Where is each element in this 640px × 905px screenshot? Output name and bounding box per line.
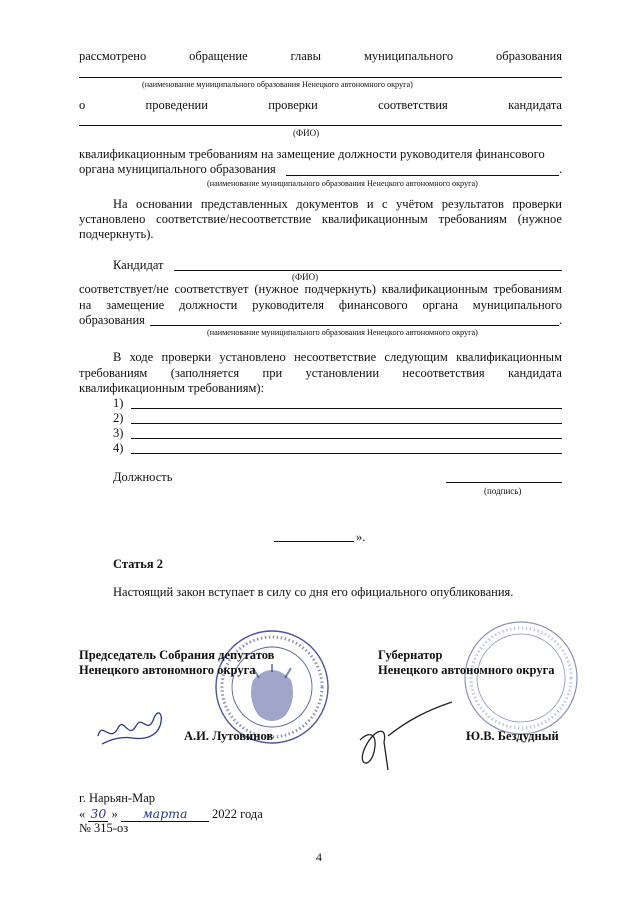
fill-line	[79, 125, 562, 126]
fill-line	[174, 270, 562, 271]
position-label: Должность	[113, 470, 173, 484]
caption-municipality: (наименование муниципального образования Ненецкого автономного округа)	[142, 80, 413, 89]
law-number: № 315-оз	[79, 821, 129, 835]
fill-line	[286, 175, 559, 176]
page-number: 4	[316, 850, 322, 864]
fill-line	[131, 438, 562, 439]
list-item: 1)	[113, 396, 124, 410]
left-signer-org: Ненецкого автономного округа	[79, 663, 256, 677]
right-signer-name: Ю.В. Бездудный	[466, 729, 559, 743]
signature-line	[446, 482, 562, 483]
left-signer-name: А.И. Лутовинов	[184, 729, 274, 743]
fill-line	[150, 325, 559, 326]
date-month: марта	[121, 806, 209, 822]
candidate-label: Кандидат	[113, 258, 164, 272]
left-signer-title: Председатель Собрания депутатов	[79, 648, 275, 662]
caption-fio: (ФИО)	[292, 272, 319, 282]
block2-line1: На основании представленных документов и с учётом результатов проверки	[113, 197, 562, 211]
block4-line1: В ходе проверки установлено несоответствие следующим квалификационным	[113, 350, 562, 364]
signature-left-scribble	[92, 700, 174, 748]
caption-municipality: (наименование муниципального образования Ненецкого автономного округа)	[207, 328, 478, 337]
fill-line	[274, 541, 354, 542]
right-signer-title: Губернатор	[378, 648, 443, 662]
list-item: 4)	[113, 441, 124, 455]
block4-line3: квалификационным требованиям):	[79, 381, 265, 395]
date-line: « 30 » марта 2022 года	[79, 806, 263, 821]
block1-line2: о проведении проверки соответствия кандидата	[79, 98, 562, 112]
caption-fio: (ФИО)	[293, 128, 320, 138]
block3-line3: на замещение должности руководителя финансового органа муниципального	[79, 298, 562, 312]
fill-line	[131, 408, 562, 409]
block1-line4: органа муниципального образования	[79, 162, 276, 176]
signature-right-scribble	[348, 690, 458, 774]
fill-line	[79, 77, 562, 78]
caption-municipality: (наименование муниципального образования Ненецкого автономного округа)	[207, 179, 478, 188]
fill-line	[131, 453, 562, 454]
list-item: 3)	[113, 426, 124, 440]
block3-line4: образования	[79, 313, 145, 327]
date-day: 30	[88, 806, 108, 822]
block2-line2: установлено соответствие/несоответствие квалификационным требованиям (нужное	[79, 212, 562, 226]
block2-line3: подчеркнуть).	[79, 227, 154, 241]
caption-signature: (подпись)	[484, 486, 522, 496]
right-signer-org: Ненецкого автономного округа	[378, 663, 555, 677]
block1-line3: квалификационным требованиям на замещение должности руководителя финансового	[79, 147, 545, 161]
block1-line1: рассмотрено обращение главы муниципального образования	[79, 49, 562, 63]
article-title: Статья 2	[113, 557, 163, 571]
block4-line2: требованиям (заполняется при установлении несоответствия кандидата	[79, 366, 562, 380]
closing-quote: ».	[356, 530, 366, 544]
fill-line	[131, 423, 562, 424]
block3-line2: соответствует/не соответствует (нужное подчеркнуть) квалификационным требованиям	[79, 282, 562, 296]
seal-right-stamp	[462, 619, 580, 737]
list-item: 2)	[113, 411, 124, 425]
city: г. Нарьян-Мар	[79, 791, 156, 805]
article-text: Настоящий закон вступает в силу со дня его официального опубликования.	[113, 585, 514, 599]
